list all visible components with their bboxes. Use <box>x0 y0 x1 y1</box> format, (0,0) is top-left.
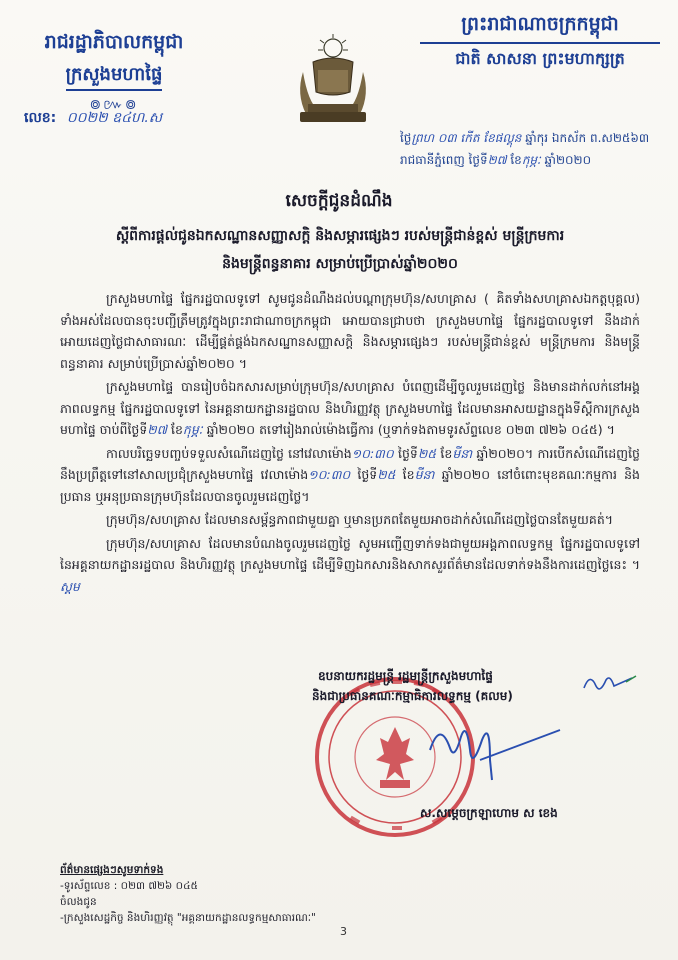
paragraph: កាលបរិច្ឆេទបញ្ចប់ទទួលសំណើដេញថ្លៃ នៅវេលាម៉ោង១០:៣០ ថ្ងៃទី២៥ ខែមីនា ឆ្នាំ២០២០។ ការបើកសំណើដេញថ្លៃ នឹងប្រព្រឹត្តទៅនៅសាលប្រជុំក្រសួងមហាផ្ទៃ វេលាម៉ោង១០:៣០ ថ្ងៃទី២៥ ខែមីនា ឆ្នាំ២០២០ នៅចំពោះមុខគណៈកម្មការ និងប្រធាន ឬអនុប្រធានក្រុមហ៊ុនដែលបានចូលរួមដេញថ្លៃ។ <box>60 445 640 504</box>
handwritten-initial: ស្ដម <box>60 578 80 594</box>
signatory-title: ឧបនាយករដ្ឋមន្ត្រី រដ្ឋមន្ត្រីក្រសួងមហាផ្ទៃ <box>318 669 493 683</box>
reference-label: លេខ: <box>24 110 57 126</box>
document-title: សេចក្តីជូនដំណឹង <box>285 191 393 211</box>
paragraph: ក្រុមហ៊ុន/សហគ្រាស ដែលមានបំណងចូលរួមដេញថ្លៃ សូមអញ្ជើញទាក់ទងជាមួយអង្គភាពលទ្ធកម្ម ផ្នែករដ្ឋបាលទូទៅ នៃអគ្គនាយកដ្ឋានរដ្ឋបាល និងហិរញ្ញវត្ថុ ក្រសួងមហាផ្ទៃ ដើម្បីទិញឯកសារនិងសាកសួរព័ត៌មានដែលទាក់ទងនឹងការដេញថ្លៃនេះ ។ ស្ដម <box>60 535 640 594</box>
subject-line: និងមន្ត្រីពន្ធនាគារ សម្រាប់ប្រើប្រាស់ឆ្នាំ២០២០ <box>222 256 458 272</box>
solar-month: កុម្ភៈ <box>521 153 541 167</box>
handwritten-signature-icon <box>420 700 570 790</box>
document-subject <box>40 222 640 278</box>
signatory-name: ស.សម្តេចក្រឡាហោម ស ខេង <box>420 806 558 820</box>
paragraph: ក្រុមហ៊ុន/សហគ្រាស ដែលមានសម្ព័ន្ធភាពជាមួយគ្នា ឬមានប្រភពតែមួយអាចដាក់សំណើដេញថ្លៃបានតែមួយគត់។ <box>106 512 614 527</box>
solar-day: ២៧ <box>487 153 507 167</box>
lunar-date-handwritten: ព្រហ ០៣ កើត ខែផល្គុន <box>411 131 522 145</box>
info-title: ព័ត៌មានផ្សេងៗសូមទាក់ទង <box>60 864 164 876</box>
contact-info <box>60 862 316 926</box>
header-ornament: ៙៚៙ <box>89 97 139 113</box>
signatory-committee: និងជាប្រធានគណៈកម្មាធិការលទ្ធកម្ម (គលម) <box>312 689 513 703</box>
reference-value: ០០២២ ឧ៤ហ.ស <box>66 110 163 126</box>
recipients-label: ចំលងជូន <box>60 896 97 908</box>
recipient-item: -ក្រសួងសេដ្ឋកិច្ច និងហិរញ្ញវត្ថុ "អគ្គនាយកដ្ឋានលទ្ធកម្មសាធារណៈ" <box>60 912 316 924</box>
reference-number <box>24 108 162 129</box>
header-left <box>24 30 204 116</box>
initials-signature-icon <box>580 668 640 698</box>
header-right <box>420 12 660 72</box>
paragraph: ក្រសួងមហាផ្ទៃ ផ្នែករដ្ឋបាលទូទៅ សូមជូនដំណឹងដល់បណ្តាក្រុមហ៊ុន/សហគ្រាស ( គិតទាំងសហគ្រាសឯកត្តបុគ្គល) ទាំងអស់ដែលបានចុះបញ្ជីត្រឹមត្រូវក្នុងព្រះរាជាណាចក្រកម្ពុជា អោយបានជ្រាបថា ក្រសួងមហាផ្ទៃ ផ្នែករដ្ឋបាលទូទៅ នឹងដាក់អោយដេញថ្លៃជាសាធារណៈ ដើម្បីផ្គត់ផ្គង់ឯកសណ្ឋានសញ្ញាសក្តិ និងសម្ភារផ្សេងៗ របស់មន្ត្រីជាន់ខ្ពស់ មន្ត្រីក្រមការ និងមន្ត្រីពន្ធនាគារ សម្រាប់ប្រើប្រាស់ឆ្នាំ២០២០ ។ <box>60 291 640 371</box>
royal-emblem-icon <box>278 32 388 132</box>
subject-line: ស្តីពីការផ្តល់ជូនឯកសណ្ឋានសញ្ញាសក្តិ និងសម្ភារផ្សេងៗ របស់មន្ត្រីជាន់ខ្ពស់ មន្ត្រីក្រមការ <box>115 228 565 244</box>
lunar-date: ថ្ងៃព្រហ ០៣ កើត ខែផល្គុន ឆ្នាំកុរ ឯកស័ក ព.ស២៥៦៣ <box>400 131 650 145</box>
page-number: 3 <box>340 925 347 938</box>
government-name: រាជរដ្ឋាភិបាលកម្ពុជា <box>44 31 184 53</box>
ministry-name: ក្រសួងមហាផ្ទៃ <box>66 62 163 91</box>
national-motto: ជាតិ សាសនា ព្រះមហាក្សត្រ <box>455 49 625 68</box>
document-body <box>60 288 640 599</box>
info-phone: -ទូរស័ព្ទលេខ : ០២៣ ៧២៦ ០៤៥ <box>60 880 198 892</box>
kingdom-name: ព្រះរាជាណាចក្រកម្ពុជា <box>420 12 660 44</box>
paragraph: ក្រសួងមហាផ្ទៃ បានរៀបចំឯកសារសម្រាប់ក្រុមហ៊ុន/សហគ្រាស បំពេញដើម្បីចូលរួមដេញថ្លៃ និងមានដាក់លក់នៅអង្គភាពលទ្ធកម្ម ផ្នែករដ្ឋបាលទូទៅ នៃអគ្គនាយកដ្ឋានរដ្ឋបាល និងហិរញ្ញវត្ថុ ក្រសួងមហាផ្ទៃ ដែលមានអាសយដ្ឋានក្នុងទីស្តីការក្រសួងមហាផ្ទៃ ចាប់ពីថ្ងៃទី២៧ ខែកុម្ភៈ ឆ្នាំ២០២០ តទៅរៀងរាល់ម៉ោងធ្វើការ (ឬទាក់ទងតាមទូរស័ព្ទលេខ ០២៣ ៧២៦ ០៤៥) ។ <box>60 379 640 437</box>
solar-date: រាជធានីភ្នំពេញ ថ្ងៃទី២៧ ខែកុម្ភៈ ឆ្នាំ២០២០ <box>400 153 592 167</box>
